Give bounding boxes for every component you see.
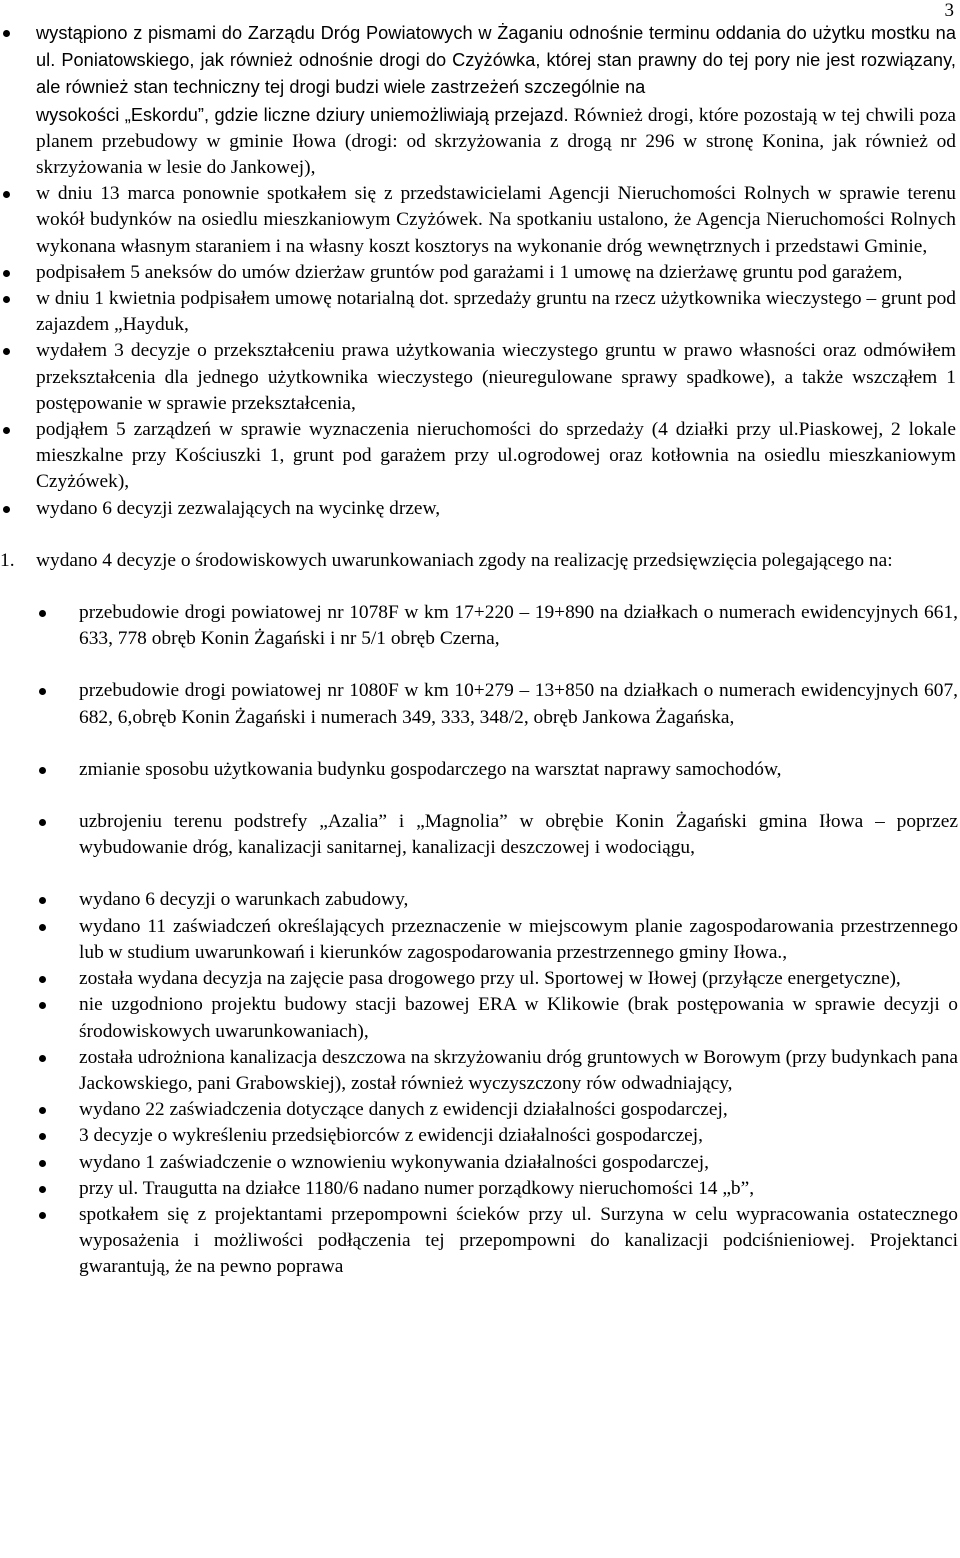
list-item-text: wystąpiono z pismami do Zarządu Dróg Powiatowych w Żaganiu odnośnie terminu oddania do użytku mostku na ul. Poniatowskiego, jak również odnośnie drogi do Czyżówka, której stan prawny do tej pory nie jest rozwiązany, ale również stan techniczny tej drogi budzi wiele zastrzeżeń szczególnie na [36, 23, 956, 98]
list-item-text: Również drogi, które pozostają w tej chwili poza planem przebudowy w gminie Iłowa (drogi: od skrzyżowania z drogą nr 296 w stronę Konina, jak również od skrzyżowania w lesie do Jankowej), [36, 104, 956, 179]
list-item-text: spotkałem się z projektantami przepompowni ścieków przy ul. Surzyna w celu wypracowania ostatecznego wyposażenia i możliwości podłączenia tej przepompowni do kanalizacji podciśnieniowej. Projektanci gwarantują, że na pewno poprawa [79, 1203, 958, 1278]
list-item-text: wydano 6 decyzji o warunkach zabudowy, [79, 889, 409, 911]
page-number: 3 [944, 0, 954, 21]
numbered-item-text: wydano 4 decyzje o środowiskowych uwarunkowaniach zgody na realizację przedsięwzięcia polegającego na: [36, 549, 893, 571]
list-item-text: przebudowie drogi powiatowej nr 1078F w km 17+220 – 19+890 na działkach o numerach ewidencyjnych 661, 633, 778 obręb Konin Żagański i nr 5/1 obręb Czerna, [79, 602, 958, 650]
list-item [79, 1045, 958, 1097]
list-item-text: wysokości „Eskordu”, gdzie liczne dziury uniemożliwiają przejazd. [36, 104, 569, 125]
list-item-text: wydano 1 zaświadczenie o wznowieniu wykonywania działalności gospodarczej, [79, 1151, 709, 1173]
item-number: 1. [0, 549, 15, 571]
list-item [79, 966, 958, 992]
list-item [36, 417, 956, 496]
list-item [36, 496, 956, 522]
list-item-text: 3 decyzje o wykreśleniu przedsiębiorców z ewidencji działalności gospodarczej, [79, 1125, 704, 1147]
list-item [79, 809, 958, 861]
list-item [79, 757, 958, 783]
top-bullet-list [0, 20, 960, 522]
nested-bullet-list-b [0, 887, 960, 1280]
list-item [79, 992, 958, 1044]
list-item-text: przebudowie drogi powiatowej nr 1080F w km 10+279 – 13+850 na działkach o numerach ewidencyjnych 607, 682, 6,obręb Konin Żagański i numerach 349, 333, 348/2, obręb Jankowa Żagańska, [79, 680, 958, 728]
list-item [36, 20, 956, 181]
list-item-text: nie uzgodniono projektu budowy stacji bazowej ERA w Klikowie (brak postępowania w sprawie decyzji o środowiskowych uwarunkowaniach), [79, 994, 958, 1042]
list-item-text: została udrożniona kanalizacja deszczowa na skrzyżowaniu dróg gruntowych w Borowym (przy budynkach pana Jackowskiego, pani Grabowskiej), został również wyczyszczony rów odwadniający, [79, 1046, 958, 1094]
nested-bullet-list-a [0, 600, 960, 861]
list-item [79, 1123, 958, 1149]
list-item [79, 1176, 958, 1202]
list-item-text: uzbrojeniu terenu podstrefy „Azalia” i „Magnolia” w obrębie Konin Żagański gmina Iłowa – poprzez wybudowanie dróg, kanalizacji sanitarnej, kanalizacji deszczowej i wodociągu, [79, 811, 958, 859]
list-item [79, 914, 958, 966]
list-item-text: podjąłem 5 zarządzeń w sprawie wyznaczenia nieruchomości do sprzedaży (4 działki przy ul.Piaskowej, 2 lokale mieszkalne przy Kościuszki 1, grunt pod garażem przy ul.ogrodowej oraz kotłownia na osiedlu mieszkaniowym Czyżówek), [36, 419, 956, 493]
list-item-text: zmianie sposobu użytkowania budynku gospodarczego na warsztat naprawy samochodów, [79, 758, 782, 780]
list-item-text: wydano 11 zaświadczeń określających przeznaczenie w miejscowym planie zagospodarowania przestrzennego lub w studium uwarunkowań i kierunków zagospodarowania przestrzennego gminy Iłowa., [79, 915, 958, 963]
list-item [79, 1202, 958, 1281]
list-item [79, 678, 958, 730]
list-item [36, 286, 956, 338]
list-item [79, 887, 958, 913]
list-item-text: wydano 22 zaświadczenia dotyczące danych z ewidencji działalności gospodarczej, [79, 1099, 728, 1121]
list-item [36, 338, 956, 417]
list-item [36, 260, 956, 286]
list-item [79, 1150, 958, 1176]
list-item [36, 181, 956, 260]
numbered-item [0, 548, 956, 574]
list-item-text: w dniu 1 kwietnia podpisałem umowę notarialną dot. sprzedaży gruntu na rzecz użytkownika wieczystego – grunt pod zajazdem „Hayduk, [36, 288, 956, 336]
list-item [79, 1097, 958, 1123]
list-item-text: została wydana decyzja na zajęcie pasa drogowego przy ul. Sportowej w Iłowej (przyłącze energetyczne), [79, 968, 901, 990]
list-item-text: wydałem 3 decyzje o przekształceniu prawa użytkowania wieczystego gruntu w prawo własności oraz odmówiłem przekształcenia dla jednego użytkownika wieczystego (nieuregulowane sprawy spadkowe), a także wszcząłem 1 postępowanie w sprawie przekształcenia, [36, 340, 956, 414]
list-item-text: podpisałem 5 aneksów do umów dzierżaw gruntów pod garażami i 1 umowę na dzierżawę gruntu pod garażem, [36, 261, 903, 283]
list-item-text: przy ul. Traugutta na działce 1180/6 nadano numer porządkowy nieruchomości 14 „b”, [79, 1177, 755, 1199]
document-page [0, 20, 960, 1281]
list-item-text: w dniu 13 marca ponownie spotkałem się z przedstawicielami Agencji Nieruchomości Rolnych w sprawie terenu wokół budynków na osiedlu mieszkaniowym Czyżówek. Na spotkaniu ustalono, że Agencja Nieruchomości Rolnych wykonana własnym staraniem i na własny koszt kosztorys na wykonanie dróg wewnętrznych i przedstawi Gminie, [36, 183, 956, 257]
list-item-text: wydano 6 decyzji zezwalających na wycinkę drzew, [36, 497, 441, 519]
list-item [79, 600, 958, 652]
